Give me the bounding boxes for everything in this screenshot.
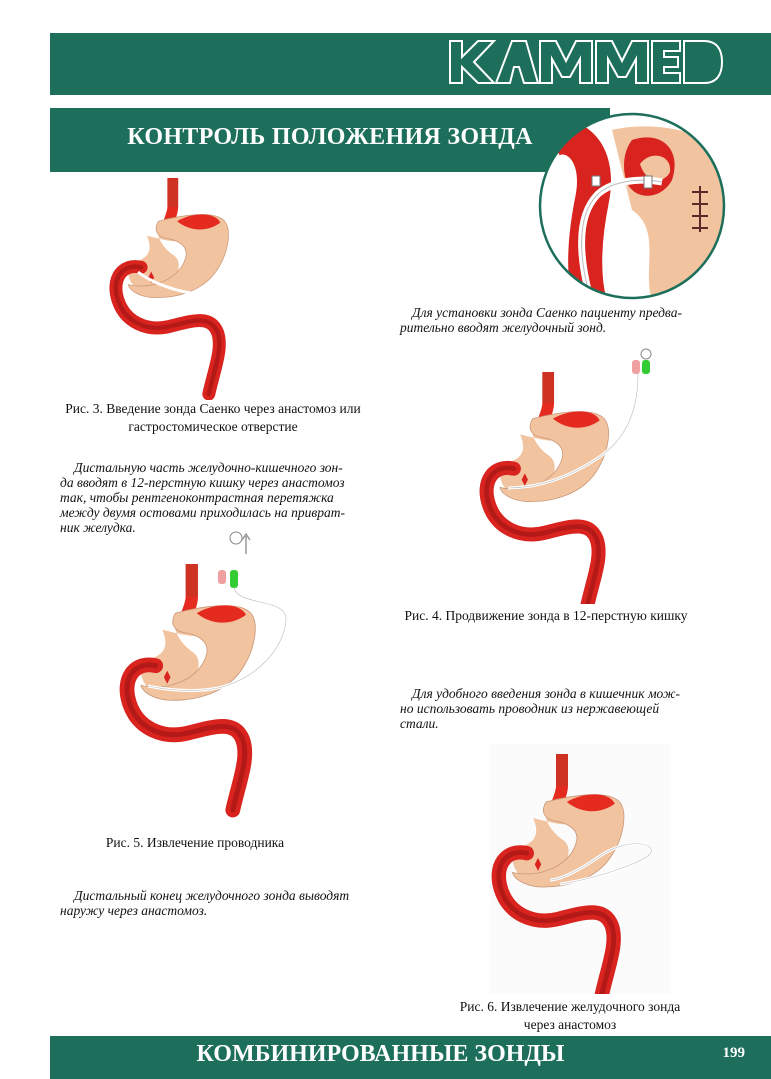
paragraph-line: наружу через анастомоз.	[60, 903, 208, 918]
paragraph-line: так, чтобы рентгеноконтрастная перетяжка	[60, 490, 334, 505]
figure-6-illustration	[490, 744, 670, 994]
arrow-up-icon	[242, 534, 250, 554]
paragraph-line: Дистальный конец желудочного зонда выводят	[74, 888, 350, 903]
paragraph-line: Для установки зонда Саенко пациенту предва-	[412, 305, 682, 320]
paragraph-line: да вводят в 12-перстную кишку через анастомоз	[60, 475, 345, 490]
figure-3-caption	[48, 400, 378, 436]
paragraph-line: между двумя остовами приходилась на приврат-	[60, 505, 346, 520]
connector-icon	[642, 360, 650, 374]
paragraph-line: стали.	[400, 716, 439, 731]
figure-3-caption-line2: гастростомическое отверстие	[128, 419, 298, 434]
kammed-logo	[448, 37, 724, 87]
figure-6-caption-line2: через анастомоз	[523, 1017, 617, 1032]
paragraph-distal-part	[60, 460, 380, 535]
inset-anastomosis-illustration	[532, 110, 732, 302]
paragraph-line: Для удобного введения зонда в кишечник мож-	[412, 686, 681, 701]
figure-6-caption-line1: Рис. 6. Извлечение желудочного зонда	[459, 999, 681, 1014]
figure-5-caption: Рис. 5. Извлечение проводника	[105, 835, 285, 850]
figure-4-illustration	[478, 348, 678, 604]
figure-5-illustration	[118, 528, 308, 818]
connector-icon	[230, 570, 238, 588]
figure-3-illustration	[108, 178, 283, 400]
paragraph-intro	[400, 305, 713, 335]
figure-3-caption-line1: Рис. 3. Введение зонда Саенко через анастомоз или	[65, 401, 361, 416]
paragraph-distal-end	[60, 888, 380, 918]
paragraph-line: рительно вводят желудочный зонд.	[400, 320, 607, 335]
footer-section-title: КОМБИНИРОВАННЫЕ ЗОНДЫ	[196, 1041, 565, 1067]
page-number: 199	[722, 1045, 745, 1061]
connector-icon	[632, 360, 640, 374]
title-band	[50, 108, 610, 172]
paragraph-line: ник желудка.	[60, 520, 136, 535]
footer-band	[50, 1036, 771, 1079]
paragraph-line: но использовать проводник из нержавеющей	[400, 701, 660, 716]
figure-4-caption: Рис. 4. Продвижение зонда в 12-перстную кишку	[404, 608, 688, 623]
paragraph-guidewire	[400, 686, 712, 731]
page-title: КОНТРОЛЬ ПОЛОЖЕНИЯ ЗОНДА	[127, 124, 533, 150]
connector-icon	[218, 570, 226, 584]
figure-6-caption	[430, 998, 710, 1034]
paragraph-line: Дистальную часть желудочно-кишечного зон-	[74, 460, 343, 475]
